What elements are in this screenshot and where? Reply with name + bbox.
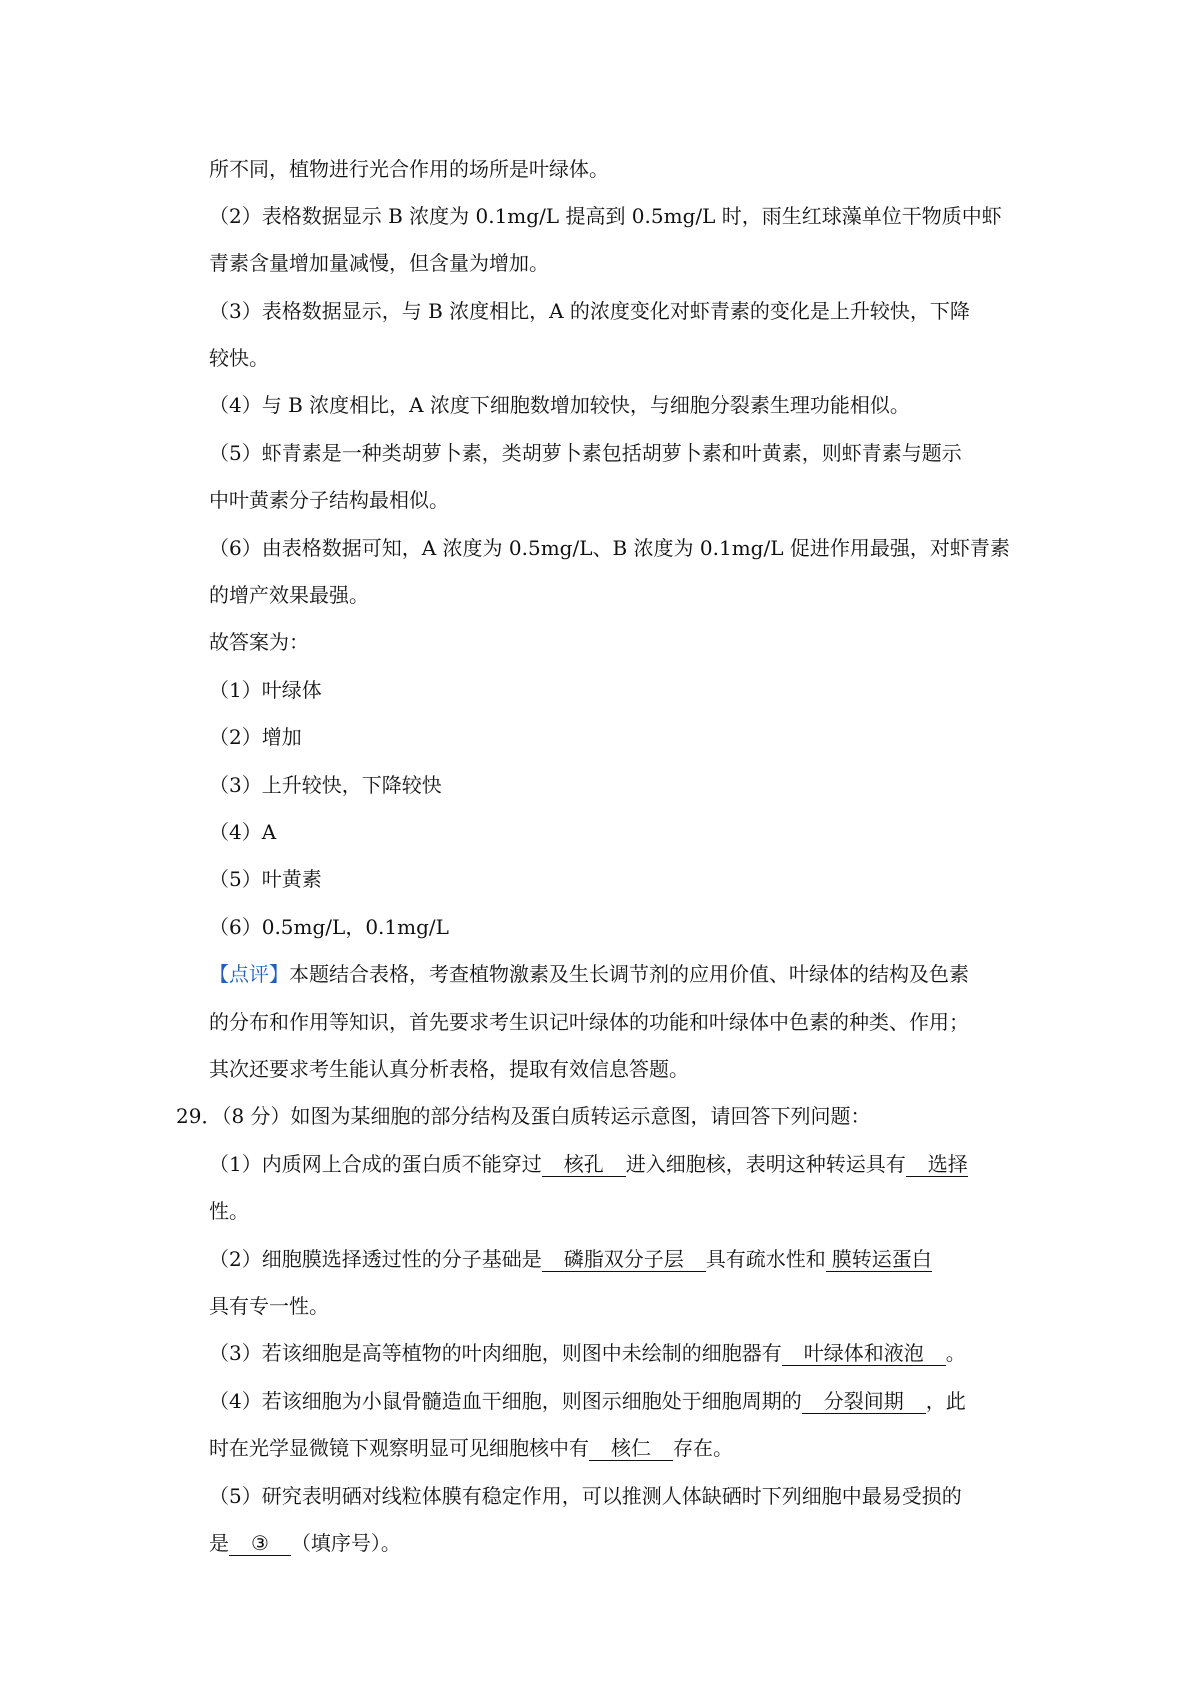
q29-p4-text-a: （4）若该细胞为小鼠骨髓造血干细胞，则图示细胞处于细胞周期的 bbox=[209, 1389, 802, 1413]
q29-part5-line2 bbox=[209, 1529, 401, 1557]
q29-part1-line1 bbox=[209, 1150, 968, 1178]
q29-p5-text-b: 是 bbox=[209, 1531, 229, 1555]
q29-p4-blank-1: 分裂间期 bbox=[802, 1389, 926, 1414]
answer-6: （6）0.5mg/L，0.1mg/L bbox=[209, 915, 449, 939]
analysis-line-5: 较快。 bbox=[209, 346, 269, 370]
analysis-line-7: （5）虾青素是一种类胡萝卜素，类胡萝卜素包括胡萝卜素和叶黄素，则虾青素与题示 bbox=[209, 441, 962, 465]
analysis-line-8: 中叶黄素分子结构最相似。 bbox=[209, 488, 449, 512]
q29-p2-text-d: 具有专一性。 bbox=[209, 1294, 329, 1318]
answer-5: （5）叶黄素 bbox=[209, 867, 322, 891]
q29-p4-text-e: 存在。 bbox=[673, 1436, 733, 1460]
q29-part2-line1 bbox=[209, 1245, 932, 1273]
q29-p5-text-a: （5）研究表明硒对线粒体膜有稳定作用，可以推测人体缺硒时下列细胞中最易受损的 bbox=[209, 1484, 962, 1508]
analysis-line-4: （3）表格数据显示，与 B 浓度相比，A 的浓度变化对虾青素的变化是上升较快，下降 bbox=[209, 299, 970, 323]
q29-p5-text-c: （填序号）。 bbox=[290, 1531, 401, 1555]
question-29-title: 29．（8 分）如图为某细胞的部分结构及蛋白质转运示意图，请回答下列问题： bbox=[176, 1104, 871, 1128]
analysis-line-1: 所不同，植物进行光合作用的场所是叶绿体。 bbox=[209, 157, 609, 181]
analysis-line-3: 青素含量增加量减慢，但含量为增加。 bbox=[209, 251, 549, 275]
q29-part4-line1 bbox=[209, 1387, 966, 1415]
q29-p4-blank-2: 核仁 bbox=[589, 1436, 673, 1461]
q29-p3-blank-1: 叶绿体和液泡 bbox=[782, 1341, 946, 1366]
q29-p2-text-c: 具有疏水性和 bbox=[705, 1247, 826, 1271]
q29-p1-blank-2: 选择 bbox=[906, 1152, 968, 1177]
q29-p4-text-d: 时在光学显微镜下观察明显可见细胞核中有 bbox=[209, 1436, 589, 1460]
q29-part3-line1 bbox=[209, 1339, 966, 1367]
answer-intro: 故答案为： bbox=[209, 630, 309, 654]
comment-line-2: 的分布和作用等知识，首先要求考生识记叶绿体的功能和叶绿体中色素的种类、作用； bbox=[209, 1010, 969, 1034]
q29-p1-blank-1: 核孔 bbox=[542, 1152, 626, 1177]
q29-p5-blank-1: ③ bbox=[229, 1531, 291, 1556]
analysis-line-2: （2）表格数据显示 B 浓度为 0.1mg/L 提高到 0.5mg/L 时，雨生红球藻单位干物质中虾 bbox=[209, 204, 1002, 228]
answer-4: （4）A bbox=[209, 820, 277, 844]
analysis-line-10: 的增产效果最强。 bbox=[209, 583, 369, 607]
answer-1: （1）叶绿体 bbox=[209, 678, 322, 702]
analysis-line-6: （4）与 B 浓度相比，A 浓度下细胞数增加较快，与细胞分裂素生理功能相似。 bbox=[209, 393, 910, 417]
q29-p2-blank-2: 膜转运蛋白 bbox=[826, 1247, 932, 1272]
comment-text-1: 本题结合表格，考查植物激素及生长调节剂的应用价值、叶绿体的结构及色素 bbox=[289, 962, 969, 986]
comment-line-1 bbox=[209, 960, 969, 988]
comment-line-3: 其次还要求考生能认真分析表格，提取有效信息答题。 bbox=[209, 1057, 689, 1081]
analysis-line-9: （6）由表格数据可知，A 浓度为 0.5mg/L、B 浓度为 0.1mg/L 促进作用最强，对虾青素 bbox=[209, 536, 1010, 560]
q29-p1-text-a: （1）内质网上合成的蛋白质不能穿过 bbox=[209, 1152, 542, 1176]
q29-p2-blank-1: 磷脂双分子层 bbox=[542, 1247, 706, 1272]
q29-p1-text-c: 进入细胞核，表明这种转运具有 bbox=[625, 1152, 906, 1176]
answer-3: （3）上升较快，下降较快 bbox=[209, 773, 442, 797]
answer-2: （2）增加 bbox=[209, 725, 302, 749]
q29-p2-text-a: （2）细胞膜选择透过性的分子基础是 bbox=[209, 1247, 542, 1271]
q29-part4-line2 bbox=[209, 1434, 733, 1462]
comment-tag: 【点评】 bbox=[209, 962, 289, 986]
q29-p4-text-c: ，此 bbox=[925, 1389, 966, 1413]
q29-p3-text-a: （3）若该细胞是高等植物的叶肉细胞，则图中未绘制的细胞器有 bbox=[209, 1341, 782, 1365]
q29-p1-text-d: 性。 bbox=[209, 1199, 249, 1223]
q29-p3-text-c: 。 bbox=[945, 1341, 966, 1365]
